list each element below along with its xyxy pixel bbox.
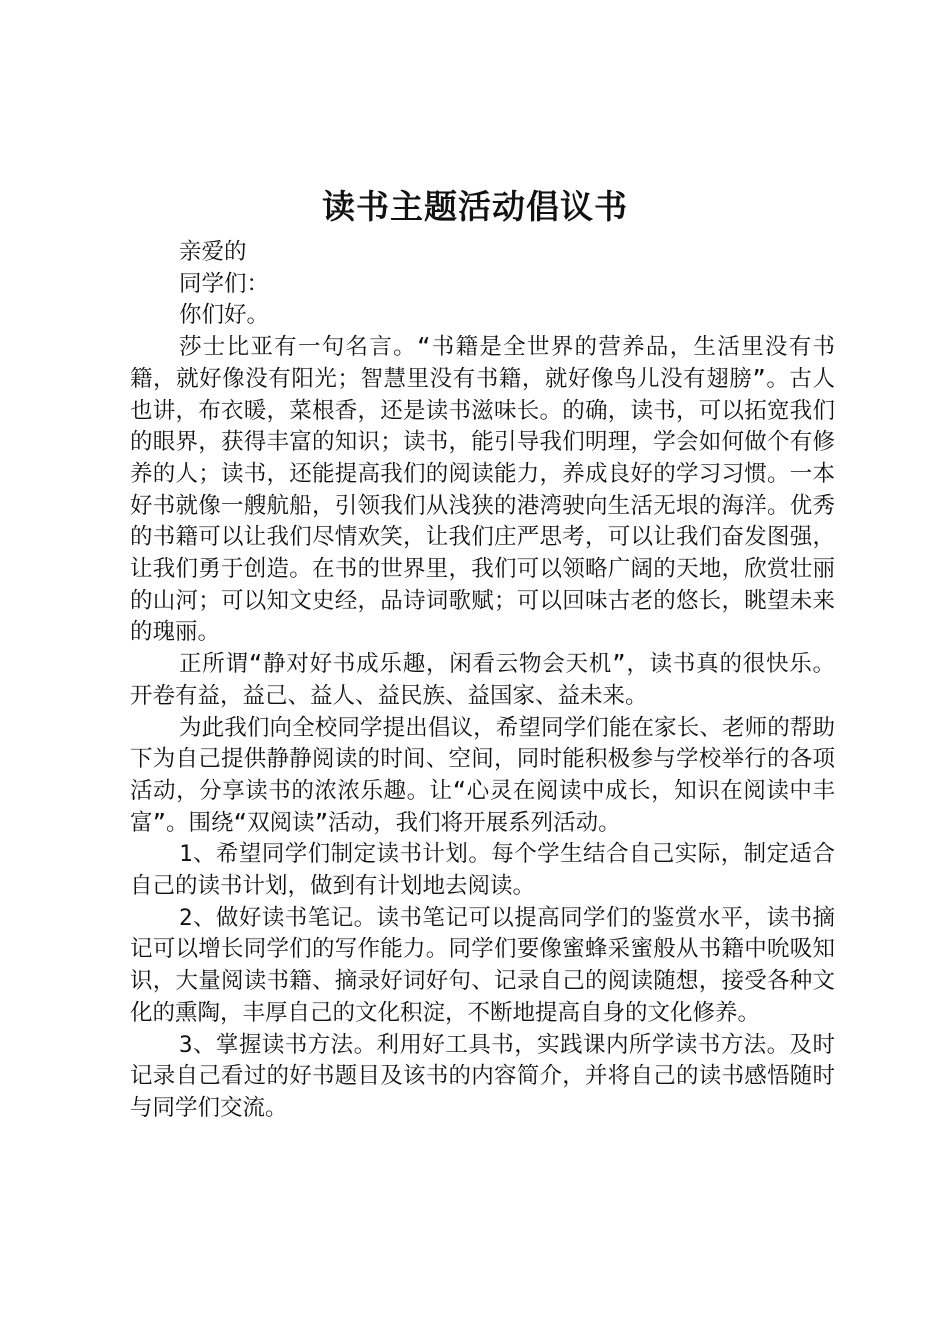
list-item-paragraph: 1、希望同学们制定读书计划。每个学生结合自己实际，制定适合自己的读书计划，做到有计划地去阅读。 [130, 841, 835, 900]
list-item-paragraph: 2、做好读书笔记。读书笔记可以提高同学们的鉴赏水平，读书摘记可以增长同学们的写作能力。同学们要像蜜蜂采蜜般从书籍中吮吸知识，大量阅读书籍、摘录好词好句、记录自己的阅读随想，接受各种文化的熏陶，丰厚自己的文化积淀，不断地提高自身的文化修养。 [130, 904, 835, 1026]
document-title: 读书主题活动倡议书 [322, 187, 628, 226]
greeting-line: 你们好。 [179, 302, 270, 329]
body-paragraph: 莎士比亚有一句名言。“书籍是全世界的营养品，生活里没有书籍，就好像没有阳光；智慧里没有书籍，就好像鸟儿没有翅膀”。古人也讲，布衣暖，菜根香，还是读书滋味长。的确，读书，可以拓宽我们的眼界，获得丰富的知识；读书，能引导我们明理，学会如何做个有修养的人；读书，还能提高我们的阅读能力，养成良好的学习习惯。一本好书就像一艘航船，引领我们从浅狭的港湾驶向生活无垠的海洋。优秀的书籍可以让我们尽情欢笑，让我们庄严思考，可以让我们奋发图强，让我们勇于创造。在书的世界里，我们可以领略广阔的天地，欣赏壮丽的山河；可以知文史经，品诗词歌赋；可以回味古老的悠长，眺望未来的瑰丽。 [130, 334, 835, 646]
salutation-line: 亲爱的 [179, 239, 247, 265]
salutation-line: 同学们： [179, 270, 270, 297]
body-paragraph: 为此我们向全校同学提出倡议，希望同学们能在家长、老师的帮助下为自己提供静静阅读的时间、空间，同时能积极参与学校举行的各项活动，分享读书的浓浓乐趣。让“心灵在阅读中成长，知识在阅读中丰富”。围绕“双阅读”活动，我们将开展系列活动。 [130, 714, 835, 836]
document-body [130, 237, 835, 1125]
body-paragraph: 正所谓“静对好书成乐趣，闲看云物会天机”，读书真的很快乐。开卷有益，益己、益人、益民族、益国家、益未来。 [130, 651, 835, 709]
list-item-paragraph: 3、掌握读书方法。利用好工具书，实践课内所学读书方法。及时记录自己看过的好书题目及该书的内容简介，并将自己的读书感悟随时与同学们交流。 [130, 1031, 835, 1121]
